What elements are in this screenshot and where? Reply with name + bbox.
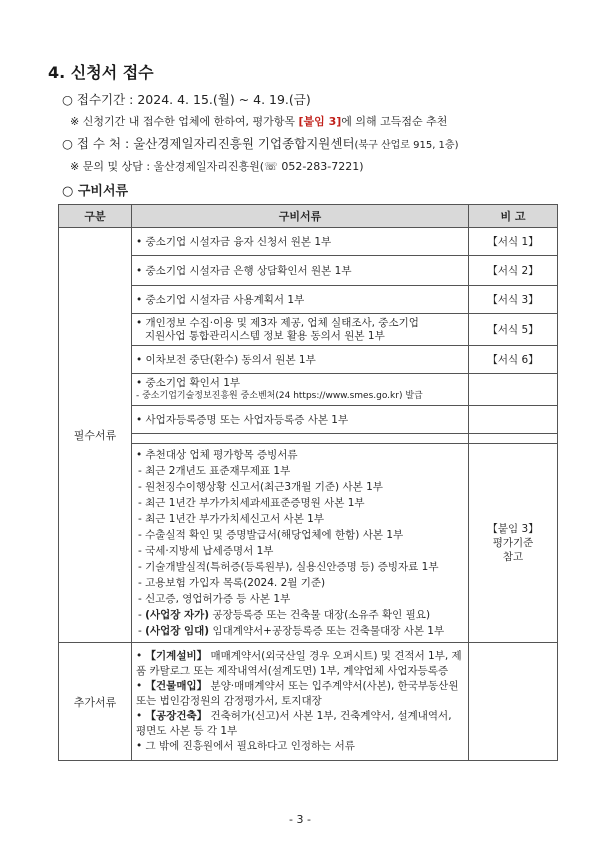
evidence-item: - 기술개발실적(특허증(등록원부), 실용신안증명 등) 증빙자료 1부 — [136, 559, 464, 575]
doc-item: • 중소기업 시설자금 융자 신청서 원본 1부 — [136, 236, 331, 248]
building-text: 분양·매매계약서 또는 입주계약서(사본), 한국부동산원 또는 법인감정원의 감정평가서, 토지대장 — [136, 680, 459, 707]
table-row — [59, 374, 558, 406]
row-note: 【서식 3】 — [469, 286, 558, 314]
row-text — [132, 346, 469, 374]
note-line: 【붙임 3】 — [487, 523, 539, 535]
own-label: (사업장 자가) — [145, 609, 210, 621]
evidence-item: - 국세·지방세 납세증명서 1부 — [136, 543, 464, 559]
note-line: 평가기준 — [492, 537, 534, 549]
table-row — [59, 643, 558, 761]
period-note — [70, 113, 447, 129]
row-text — [132, 444, 469, 643]
doc-item: • 중소기업 시설자금 은행 상담확인서 원본 1부 — [136, 265, 351, 277]
doc-item: • 중소기업 시설자금 사용계획서 1부 — [136, 294, 304, 306]
period-note-pre: ※ 신청기간 내 접수한 업체에 한하여, 평가항목 — [70, 115, 295, 128]
machine-label: 【기계설비】 — [145, 650, 208, 662]
period-note-post: 에 의해 고득점순 추천 — [341, 115, 448, 128]
header-category: 구분 — [59, 205, 132, 228]
row-text — [132, 256, 469, 286]
row-text — [132, 314, 469, 346]
evidence-item: - 원천징수이행상황 신고서(최근3개월 기준) 사본 1부 — [136, 479, 464, 495]
doc-item: • 사업자등록증명 또는 사업자등록증 사본 1부 — [136, 414, 348, 426]
header-documents: 구비서류 — [132, 205, 469, 228]
evidence-item: - 수출실적 확인 및 증명발급서(해당업체에 한함) 사본 1부 — [136, 527, 464, 543]
period-note-highlight: [붙임 3] — [298, 115, 342, 128]
docs-title: ○ 구비서류 — [62, 184, 129, 199]
extra-item — [136, 649, 464, 679]
evidence-item: - 최근 1년간 부가가치세신고서 사본 1부 — [136, 511, 464, 527]
row-note — [469, 406, 558, 434]
row-note: 【서식 2】 — [469, 256, 558, 286]
table-row — [59, 314, 558, 346]
row-text — [132, 228, 469, 256]
table-row — [59, 228, 558, 256]
evidence-item: - 최근 1년간 부가가치세과세표준증명원 사본 1부 — [136, 495, 464, 511]
header-remarks: 비 고 — [469, 205, 558, 228]
documents-table — [58, 204, 558, 761]
doc-item: • 추천대상 업체 평가항목 증빙서류 — [136, 447, 464, 463]
doc-item: • 개인정보 수집·이용 및 제3자 제공, 업체 실태조사, 중소기업 — [136, 317, 464, 330]
table-header-row — [59, 205, 558, 228]
row-note — [469, 374, 558, 406]
table-row — [59, 256, 558, 286]
extra-item — [136, 679, 464, 709]
row-note: 【서식 1】 — [469, 228, 558, 256]
evidence-item: - 신고증, 영업허가증 등 사본 1부 — [136, 591, 464, 607]
evidence-item: - 고용보험 가입자 목록(2024. 2월 기준) — [136, 575, 464, 591]
doc-sub-item: - 중소기업기술정보진흥원 중소벤처(24 https://www.smes.go.kr) 발급 — [136, 390, 423, 401]
rent-text: 임대계약서+공장등록증 또는 건축물대장 사본 1부 — [209, 625, 445, 637]
row-note-spacer — [469, 434, 558, 444]
evidence-item: - 최근 2개년도 표준재무제표 1부 — [136, 463, 464, 479]
page-number: - 3 - — [289, 813, 311, 826]
table-row — [59, 406, 558, 434]
extra-category: 추가서류 — [59, 643, 132, 761]
application-office — [62, 134, 458, 152]
row-note: 【서식 6】 — [469, 346, 558, 374]
table-row — [59, 434, 558, 444]
factory-text: 건축허가(신고)서 사본 1부, 건축계약서, 설계내역서, 평면도 사본 등 각 1부 — [136, 710, 452, 737]
table-row — [59, 346, 558, 374]
contact-note: ※ 문의 및 상담 : 울산경제일자리진흥원(☏ 052-283-7221) — [70, 160, 364, 173]
table-row — [59, 286, 558, 314]
row-text — [132, 406, 469, 434]
building-label: 【건물매입】 — [145, 680, 208, 692]
doc-item: • 이차보전 중단(환수) 동의서 원본 1부 — [136, 354, 316, 366]
row-text — [132, 374, 469, 406]
own-text: 공장등록증 또는 건축물 대장(소유주 확인 필요) — [209, 609, 431, 621]
extra-item: • 그 밖에 진흥원에서 필요하다고 인정하는 서류 — [136, 739, 464, 754]
row-text — [132, 286, 469, 314]
row-note — [469, 643, 558, 761]
factory-label: 【공장건축】 — [145, 710, 208, 722]
machine-text: 매매계약서(외국산일 경우 오퍼시트) 및 견적서 1부, 제품 카탈로그 또는 제작내역서(설계도면) 1부, 계약업체 사업자등록증 — [136, 650, 462, 677]
rent-label: (사업장 임대) — [145, 625, 210, 637]
note-line: 참고 — [502, 551, 524, 563]
office-name: ○ 접 수 처 : 울산경제일자리진흥원 기업종합지원센터 — [62, 136, 355, 151]
row-note: 【서식 5】 — [469, 314, 558, 346]
evidence-item-own — [136, 607, 464, 623]
evidence-item-rent — [136, 623, 464, 639]
row-spacer — [132, 434, 469, 444]
doc-item-cont: 지원사업 통합관리시스템 정보 활용 동의서 원본 1부 — [145, 329, 385, 342]
row-text — [132, 643, 469, 761]
section-title: 4. 신청서 접수 — [48, 63, 154, 82]
application-period: ○ 접수기간 : 2024. 4. 15.(월) ~ 4. 19.(금) — [62, 92, 311, 107]
row-note — [469, 444, 558, 643]
doc-item: • 중소기업 확인서 1부 — [136, 377, 464, 390]
table-row — [59, 444, 558, 643]
office-address: (북구 산업로 915, 1층) — [354, 140, 459, 151]
extra-item — [136, 709, 464, 739]
required-category: 필수서류 — [59, 228, 132, 643]
